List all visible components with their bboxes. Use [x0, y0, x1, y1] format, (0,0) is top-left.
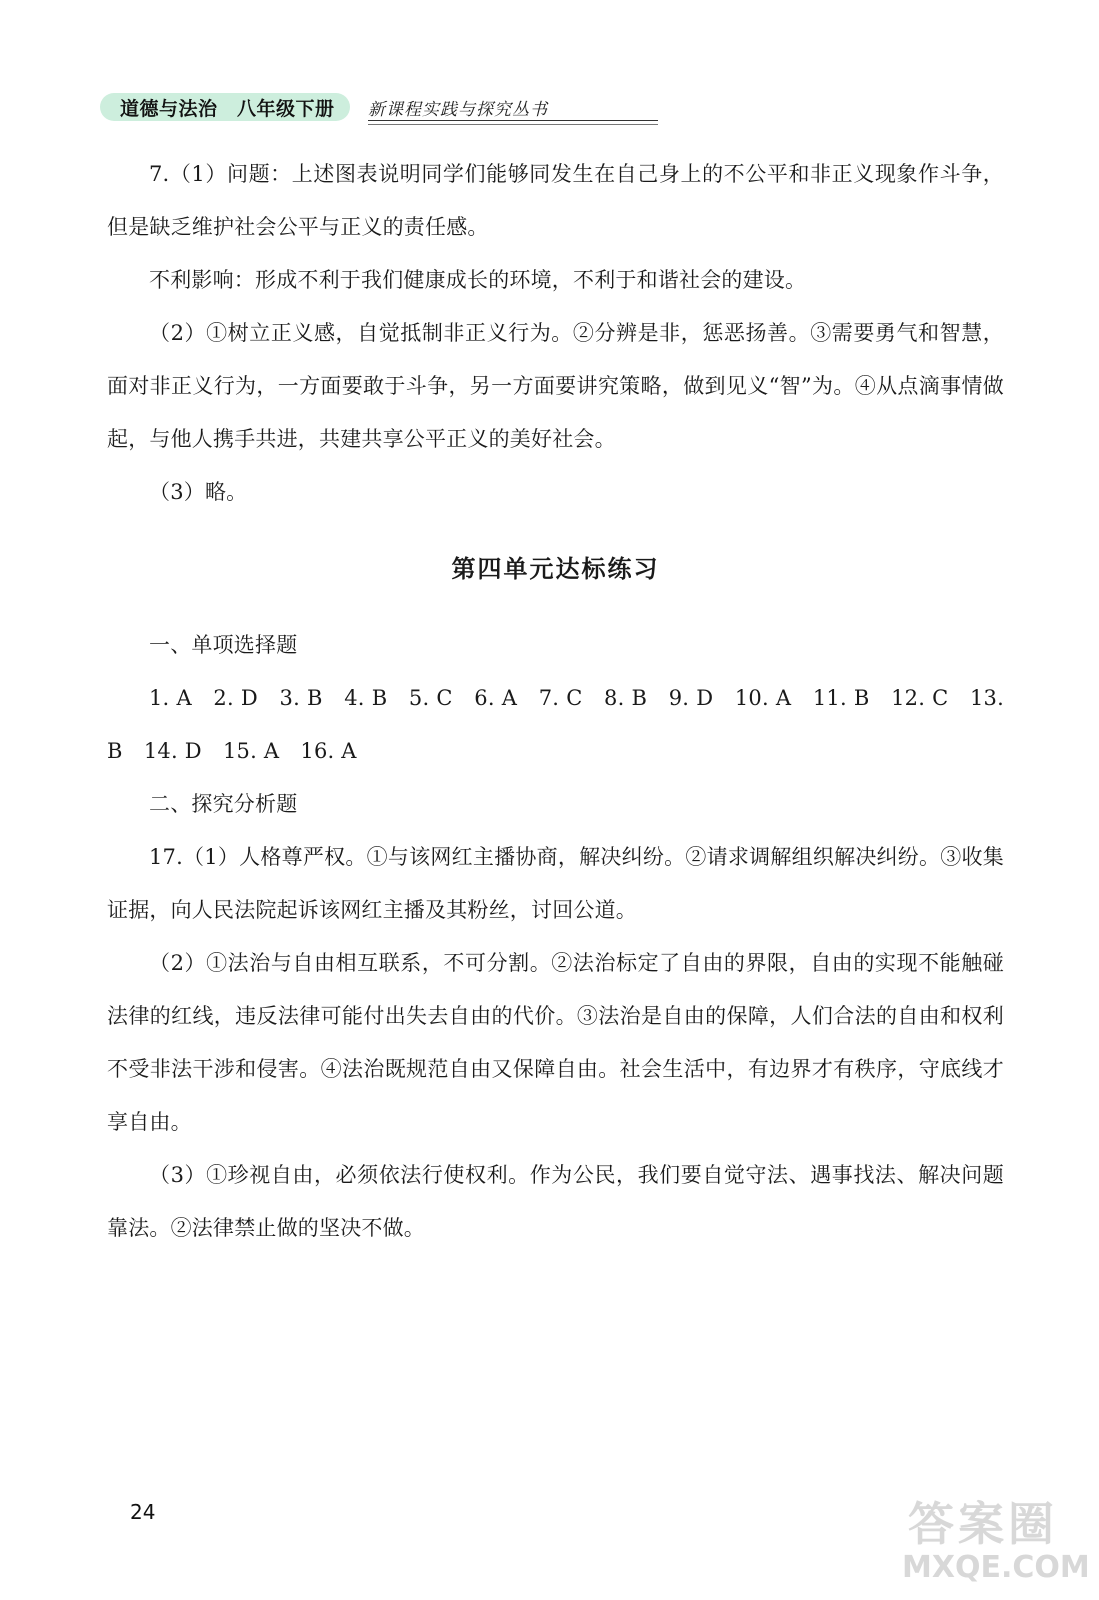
- watermark-logo: [900, 1488, 1090, 1593]
- series-name: 新课程实践与探究丛书: [368, 100, 548, 120]
- watermark-text: 答案圈: [908, 1497, 1058, 1551]
- page-content: [107, 148, 1004, 1255]
- header-underline-thin: [368, 124, 658, 125]
- answer-17-part-2: （2）①法治与自由相互联系，不可分割。②法治标定了自由的界限，自由的实现不能触碰法律的红线，违反法律可能付出失去自由的代价。③法治是自由的保障，人们合法的自由和权利不受非法干涉和侵害。④法治既规范自由又保障自由。社会生活中，有边界才有秩序，守底线才享自由。: [107, 951, 1004, 1134]
- page-number: 24: [130, 1500, 156, 1524]
- header-underline: [368, 120, 658, 121]
- multiple-choice-answers: 1. A 2. D 3. B 4. B 5. C 6. A 7. C 8. B 9. D 10. A 11. B 12. C 13. B 14. D 15. A 16. A: [107, 686, 1004, 763]
- answer-17-part-3: （3）①珍视自由，必须依法行使权利。作为公民，我们要自觉守法、遇事找法、解决问题靠法。②法律禁止做的坚决不做。: [107, 1163, 1004, 1240]
- unit-heading: 第四单元达标练习: [451, 555, 660, 583]
- section-title-analysis: 二、探究分析题: [149, 792, 298, 816]
- answer-7-impact: 不利影响：形成不利于我们健康成长的环境，不利于和谐社会的建设。: [149, 268, 807, 292]
- book-title: 道德与法治 八年级下册: [120, 98, 335, 120]
- watermark-url: MXQE.COM: [902, 1550, 1090, 1585]
- answer-17-part-1: 17.（1）人格尊严权。①与该网红主播协商，解决纠纷。②请求调解组织解决纠纷。③收集证据，向人民法院起诉该网红主播及其粉丝，讨回公道。: [107, 845, 1004, 922]
- answer-7-part-3: （3）略。: [149, 480, 248, 504]
- section-title-multiple-choice: 一、单项选择题: [149, 633, 298, 657]
- answer-7-part-2: （2）①树立正义感，自觉抵制非正义行为。②分辨是非，惩恶扬善。③需要勇气和智慧，面对非正义行为，一方面要敢于斗争，另一方面要讲究策略，做到见义“智”为。④从点滴事情做起，与他人携手共进，共建共享公平正义的美好社会。: [107, 321, 1004, 451]
- answer-7-part-1: 7.（1）问题：上述图表说明同学们能够同发生在自己身上的不公平和非正义现象作斗争，但是缺乏维护社会公平与正义的责任感。: [107, 162, 1004, 239]
